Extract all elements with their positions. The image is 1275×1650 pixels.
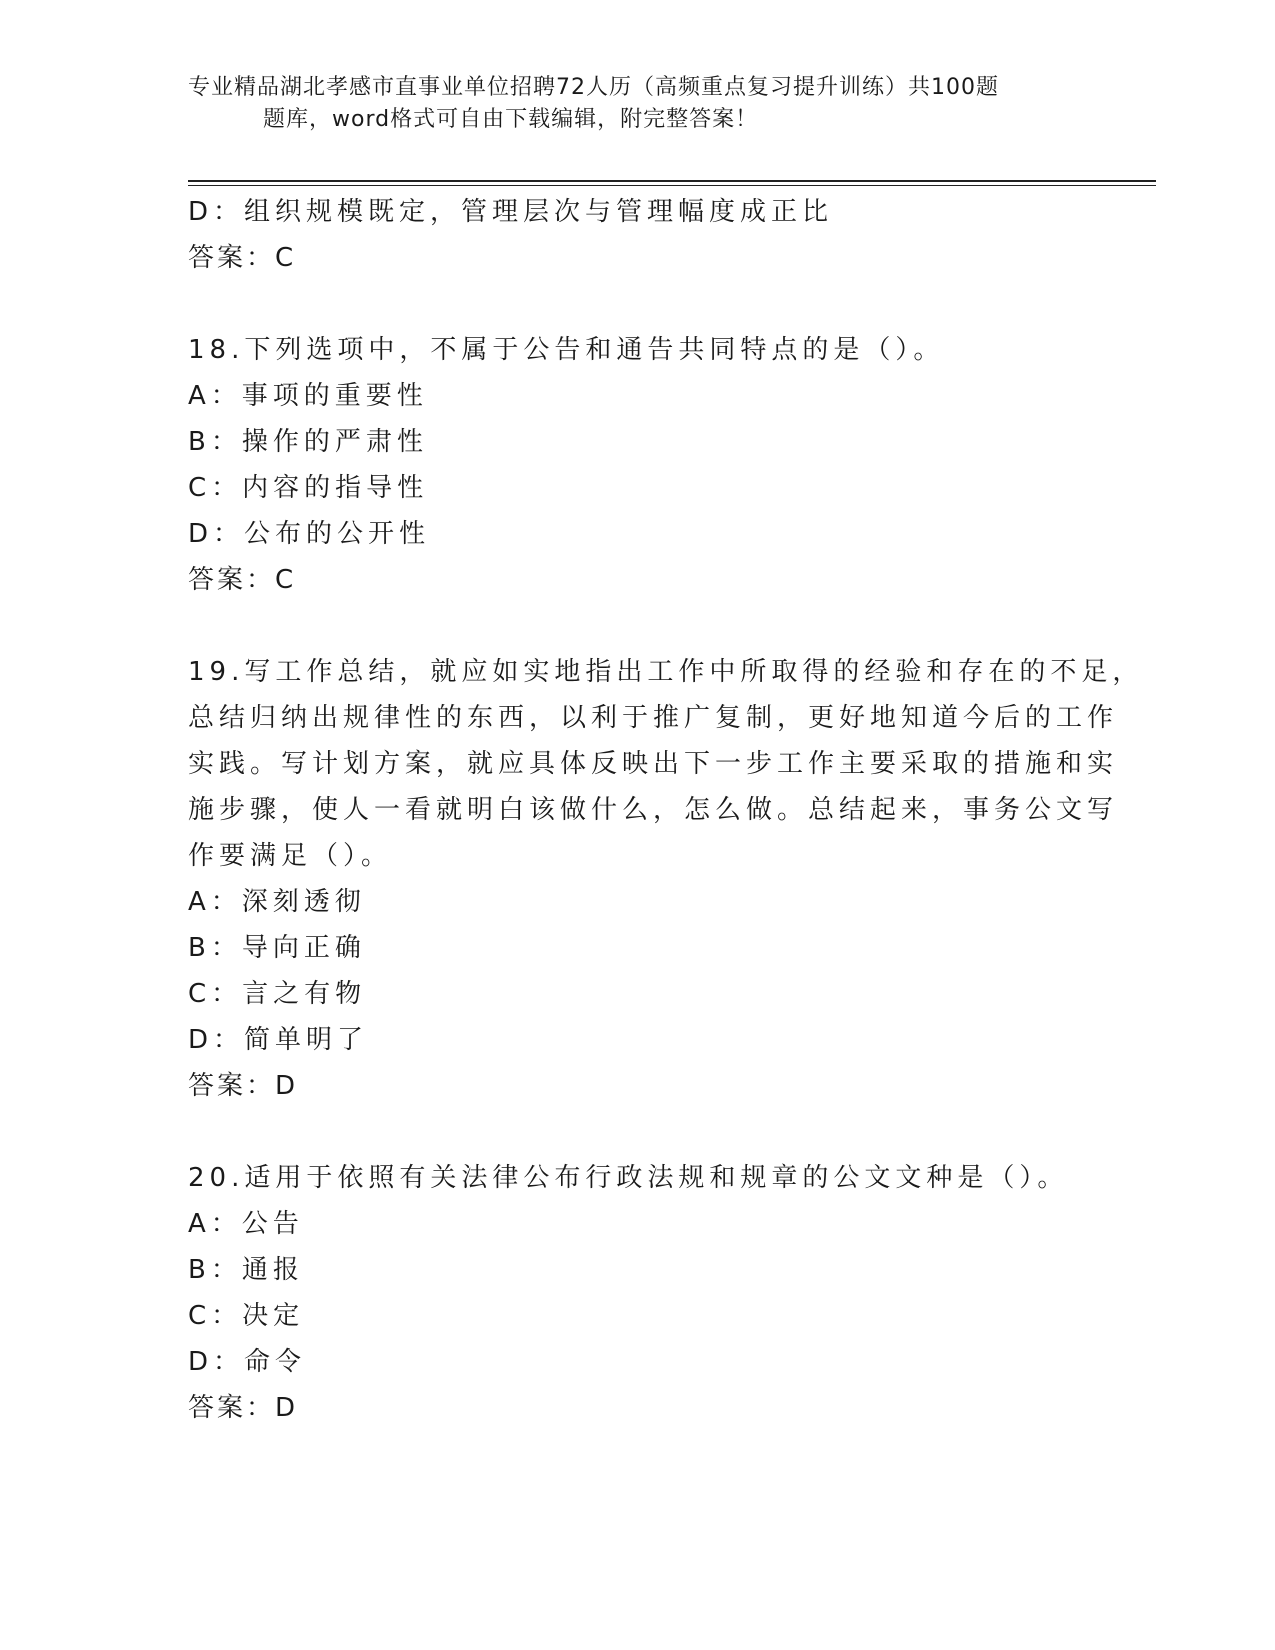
answer: 答案：D: [188, 1393, 299, 1423]
option-c: C：内容的指导性: [188, 473, 429, 503]
option-a: A：深刻透彻: [188, 887, 366, 917]
option-d: D：公布的公开性: [188, 519, 431, 549]
question-stem-line: 19.写工作总结，就应如实地指出工作中所取得的经验和存在的不足，: [188, 657, 1144, 687]
answer: 答案：D: [188, 1071, 299, 1101]
question-list: [188, 189, 1144, 1431]
option-d: D：简单明了: [188, 1025, 369, 1055]
spacer: [188, 603, 1068, 649]
header-title-line-1: 专业精品湖北孝感市直事业单位招聘72人历（高频重点复习提升训练）共100题: [188, 75, 999, 100]
document-header: [188, 72, 1088, 136]
option-c: C：言之有物: [188, 979, 367, 1009]
option-c: C：决定: [188, 1301, 305, 1331]
question-stem-line: 施步骤，使人一看就明白该做什么，怎么做。总结起来，事务公文写: [188, 795, 1119, 825]
question-stem: 18.下列选项中，不属于公告和通告共同特点的是（）。: [188, 335, 945, 365]
option-d: D：组织规模既定，管理层次与管理幅度成正比: [188, 197, 834, 227]
option-b: B：通报: [188, 1255, 304, 1285]
option-a: A：公告: [188, 1209, 304, 1239]
question-stem-line: 实践。写计划方案，就应具体反映出下一步工作主要采取的措施和实: [188, 749, 1119, 779]
question-stem-line: 总结归纳出规律性的东西，以利于推广复制，更好地知道今后的工作: [188, 703, 1119, 733]
header-title-line-2: 题库，word格式可自由下载编辑，附完整答案！: [263, 107, 759, 132]
answer: 答案：C: [188, 565, 297, 595]
question-stem-line: 作要满足（）。: [188, 841, 393, 871]
option-d: D：命令: [188, 1347, 307, 1377]
spacer: [188, 281, 1068, 327]
header-divider-thin: [188, 185, 1156, 186]
spacer: [188, 1109, 1068, 1155]
option-b: B：导向正确: [188, 933, 366, 963]
question-stem: 20.适用于依照有关法律公布行政法规和规章的公文文种是（）。: [188, 1163, 1069, 1193]
option-b: B：操作的严肃性: [188, 427, 428, 457]
header-divider-thick: [188, 180, 1156, 182]
option-a: A：事项的重要性: [188, 381, 428, 411]
answer: 答案：C: [188, 243, 297, 273]
